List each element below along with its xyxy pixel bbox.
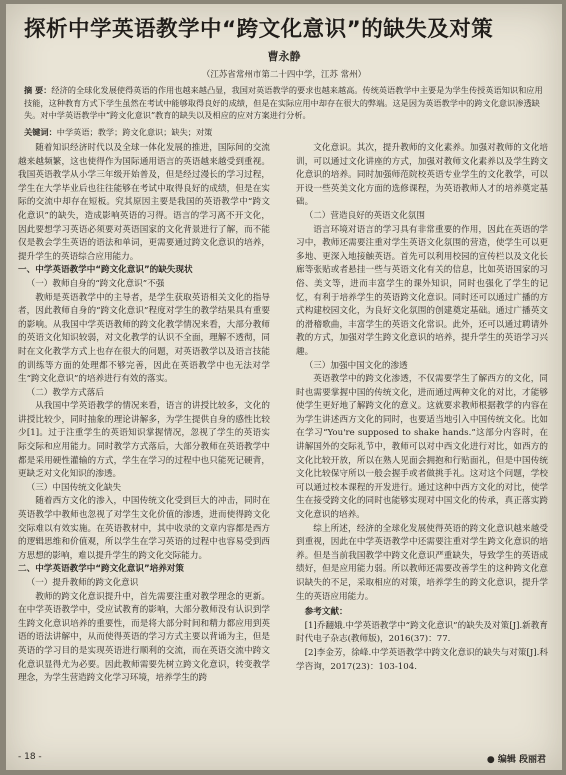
page-number: - 18 - [18, 752, 42, 762]
author-affiliation: （江苏省常州市第二十四中学，江苏 常州） [201, 70, 367, 80]
section-heading: 二、中学英语教学中“跨文化意识”培养对策 [18, 564, 184, 575]
keywords-text: 中学英语；教学；跨文化意识；缺失；对策 [56, 127, 213, 137]
reference-item: [2]李金芳，徐峰.中学英语教学中跨文化意识的缺失与对策[J].科学咨询，2017(23)：103-104. [296, 647, 548, 672]
body-paragraph: 综上所述，经济的全球化发展使得英语的跨文化意识越来越受到重视，因此在中学英语教学中还需要注重对学生跨文化意识的培养。但是当前我国教学中跨文化意识严重缺失，导致学生的英语成绩好，但是应用能力弱。所以教师还需要改善学生的这种跨文化意识缺失的不足，采取相应的对策，培养学生的跨文化意识，提升学生的英语应用能力。 [296, 523, 548, 602]
body-paragraph: 从我国中学英语教学的情况来看，语言的讲授比较多，文化的讲授比较少，同时抽象的理论讲解多，为学生提供自身的感性比较少[1]。过于注重学生的英语知识掌握情况，忽视了学生的英语实际交际和应用能力。同时教学方式落后，大部分教师在英语教学中都是采用硬性灌输的方式，学生在学习的过程中也只能死记硬背，更缺乏对文化知识的渗透。 [18, 401, 270, 480]
abstract-label: 摘 要： [24, 85, 52, 95]
left-column [18, 142, 270, 686]
article-title: 探析中学英语教学中“跨文化意识”的缺失及对策 [24, 17, 494, 42]
abstract-text: 经济的全球化发展使得英语的作用也越来越凸显，我国对英语教学的要求也越来越高。传统英语教学中主要是为学生传授英语知识和应用技能，这种教育方式下学生虽然在考试中能够取得良好的成绩，但是在实际应用中却存在很大的弊端。这是因为英语教学中的跨文化意识渗透缺失。对中学英语教学中“跨文化意识”教育的缺失以及相应的应对方案进行分析。 [24, 85, 543, 120]
body-paragraph: 文化意识。其次，提升教师的文化素养。加强对教师的文化培训，可以通过文化讲座的方式，加强对教师文化素养以及学生跨文化意识的培养。同时加强师范院校英语专业学生的文化教学，可以开设一些英美文化方面的选修课程，为英语教师人才的培养奠定基础。 [296, 143, 548, 208]
right-column [296, 142, 548, 674]
article-author: 曹永静 [267, 50, 301, 63]
body-paragraph: 教师是英语教学中的主导者，是学生获取英语相关文化的指导者，因此教师自身的“跨文化意识”程度对学生的教学结果具有重要的影响。从我国中学英语教师的跨文化教学情况来看，大部分教师的英语文化知识较弱，对文化教学的认识不全面，理解不透彻，同时在文化教学方式上也存在很大的问题，对英语教学以及语言技能的训练等方面的处理都不够完善，因此在英语教学中也无法对学生“跨文化意识”的培养进行有效的落实。 [18, 292, 270, 385]
abstract [24, 84, 546, 122]
journal-page [6, 4, 562, 770]
body-paragraph: 语言环境对语言的学习具有非常重要的作用，因此在英语的学习中，教师还需要注重对学生英语文化氛围的营造，使学生可以更多地、更深入地接触英语。首先可以利用校园的宣传栏以及文化长廊等张贴或者悬挂一些与英语文化有关的信息，比如英语国家的习俗、美文等，进而丰富学生的课外知识，同时也强化了学生的记忆，有利于培养学生的英语跨文化意识。同时还可以通过广播的方式构建校园文化，为良好文化氛围的创建奠定基础。通过广播英文的滑稽歌曲，丰富学生的英语文化常识。此外，还可以通过聘请外教的方式，加强对学生跨文化意识的培养，提升学生的英语学习兴趣。 [296, 224, 548, 357]
subsection-heading: （一）提升教师的跨文化意识 [26, 578, 139, 588]
reference-item: [1]乔翻娥.中学英语教学中“跨文化意识”的缺失及对策[J].新教育时代电子杂志(教师版)，2016(37)：77. [296, 620, 548, 645]
subsection-heading: （三）加强中国文化的渗透 [304, 360, 408, 371]
keywords [24, 126, 546, 138]
subsection-heading: （三）中国传统文化缺失 [26, 482, 122, 493]
body-paragraph: 教师的跨文化意识提升中，首先需要注重对教学理念的更新。在中学英语教学中，受应试教育的影响，大部分教师没有认识到学生跨文化意识培养的重要性，而是将大部分时间和精力都应用到英语的语法讲解中，从而使得英语的学习方式主要以背诵为主，但是英语的学习目的是实现英语进行顺利的交流，而在英语交流中跨文化意识显得尤为必要。因此教师需要先树立跨文化意识，转变教学理念，为学生营造跨文化学习环境，培养学生的跨 [18, 591, 270, 684]
subsection-heading: （二）教学方式落后 [26, 387, 104, 398]
subsection-heading: （一）教师自身的“跨文化意识”不强 [26, 278, 165, 289]
body-paragraph: 英语教学中的跨文化渗透，不仅需要学生了解西方的文化，同时也需要掌握中国的传统文化，进而通过两种文化的对比，才能够使学生更好地了解跨文化的意义。这就要求教师根据教学的内容在为学生讲述西方文化的同时，也要适当地引入中国传统文化。比如在学习“You're supposed to shake hands.”这部分内容时，在讲解国外的交际礼节中，教师可以对中西文化进行对比，如西方的文化比较开放，所以在熟人见面会拥抱和行贴面礼，但是中国传统文化比较保守所以一般会握手或者做挑手礼。这对这个问题，学校可以通过校本课程的开发进行。通过这种中西方文化的对比，使学生在接受跨文化的同时也能够实现对中国文化的传承，真正落实跨文化意识的培养。 [296, 374, 548, 521]
references-heading: 参考文献： [304, 607, 348, 618]
body-paragraph: 随着西方文化的渗入，中国传统文化受到巨大的冲击，同时在英语教学中教师也忽视了对学生文化价值的渗透，进而使得跨文化交际难以有效实施。在英语教材中，其中收录的文章内容都是西方的逻辑思维和价值观，所以学生在学习英语的过程中也容易受到西方思想的影响，难以提升学生的跨文化交际能力。 [18, 496, 270, 561]
section-heading: 一、中学英语教学中“跨文化意识”的缺失现状 [18, 265, 193, 276]
editor-credit: ● 编辑 段丽君 [486, 755, 546, 765]
subsection-heading: （二）营造良好的英语文化氛围 [304, 210, 425, 221]
keywords-label: 关键词： [24, 127, 57, 137]
body-paragraph: 随着知识经济时代以及全球一体化发展的推进，国际间的交流越来越频繁，这也使得作为国际通用语言的英语越来越受到重视。我国英语教学从小学三年级开始普及，但是经过漫长的学习过程，学生在大学毕业后也往往能够在考试中取得良好的成绩，但是在实际的交流中却存在短板。究其原因主要是我国的英语教学中“跨文化意识”的缺失，造成影响英语的习得。语言的学习离不开文化，因此要想学习英语必须要对英语国家的文化背景进行了解，而不能仅是教会学生英语的语法和单词，更需要通过跨文化意识的培养，提升学生的英语综合应用能力。 [18, 143, 270, 262]
